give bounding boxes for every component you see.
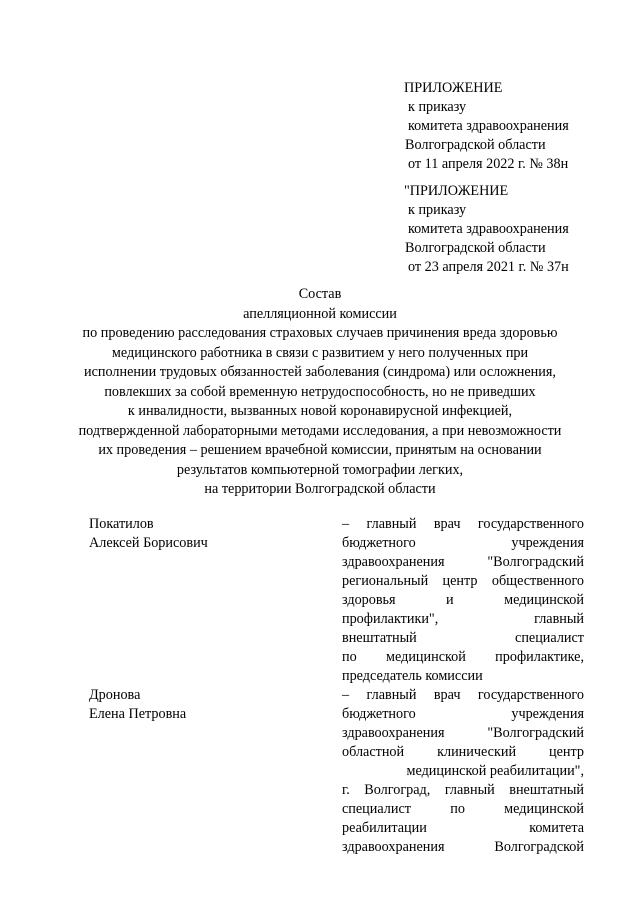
- heading-line: медицинского работника в связи с развитием у него полученных при: [111, 344, 529, 361]
- description-line: – главный врач государственного: [342, 687, 584, 703]
- heading-line: апелляционной комиссии: [243, 305, 397, 322]
- appendix-header-current: [404, 79, 624, 174]
- commission-heading: [60, 285, 580, 500]
- appendix-title: ПРИЛОЖЕНИЕ: [404, 80, 503, 96]
- member-description: [342, 515, 584, 686]
- member-name: [89, 515, 319, 553]
- appendix-header-previous: [404, 182, 624, 277]
- heading-line: результатов компьютерной томографии легких,: [176, 461, 464, 478]
- description-line: региональный центр общественного: [342, 573, 584, 589]
- appendix-date-number: от 11 апреля 2022 г. № 38н: [408, 156, 569, 172]
- description-line: медицинской реабилитации",: [406, 763, 584, 779]
- description-line: г. Волгоград, главный внештатный: [342, 782, 584, 798]
- heading-line: на территории Волгоградской области: [204, 481, 436, 497]
- member-surname: Покатилов: [89, 516, 154, 532]
- appendix-committee: комитета здравоохранения: [408, 118, 569, 134]
- description-line: здравоохранения "Волгоградский: [342, 725, 584, 741]
- description-line: здравоохранения Волгоградской: [342, 839, 584, 855]
- appendix-order-ref: к приказу: [408, 202, 467, 218]
- appendix-region: Волгоградской области: [405, 240, 546, 256]
- description-line: бюджетного учреждения: [342, 535, 584, 551]
- member-given-names: Елена Петровна: [89, 706, 187, 722]
- description-line: реабилитации комитета: [342, 820, 584, 836]
- description-line: бюджетного учреждения: [342, 706, 584, 722]
- member-given-names: Алексей Борисович: [89, 535, 208, 551]
- member-name: [89, 686, 319, 724]
- description-line: здравоохранения "Волгоградский: [342, 554, 584, 570]
- description-line: председатель комиссии: [342, 668, 483, 684]
- heading-line: по проведению расследования страховых случаев причинения вреда здоровью: [82, 325, 558, 341]
- description-line: внештатный специалист: [342, 630, 584, 646]
- description-line: здоровья и медицинской: [342, 592, 584, 608]
- heading-line: к инвалидности, вызванных новой коронавирусной инфекцией,: [127, 403, 513, 419]
- appendix-order-ref: к приказу: [408, 99, 467, 115]
- member-surname: Дронова: [89, 687, 141, 703]
- appendix-region: Волгоградской области: [405, 137, 546, 153]
- description-line: профилактики", главный: [342, 611, 584, 627]
- description-line: по медицинской профилактике,: [342, 649, 584, 665]
- heading-line: подтвержденной лабораторными методами исследования, а при невозможности: [78, 422, 562, 439]
- appendix-title: "ПРИЛОЖЕНИЕ: [404, 183, 509, 199]
- description-line: специалист по медицинской: [342, 801, 584, 817]
- member-description: [342, 686, 584, 857]
- appendix-date-number: от 23 апреля 2021 г. № 37н: [408, 259, 569, 275]
- heading-line: исполнении трудовых обязанностей заболевания (синдрома) или осложнения,: [84, 364, 556, 380]
- heading-line: повлекших за собой временную нетрудоспособность, но не приведших: [104, 383, 536, 400]
- heading-line: Состав: [298, 286, 342, 302]
- appendix-committee: комитета здравоохранения: [408, 221, 569, 237]
- description-line: областной клинический центр: [342, 744, 584, 760]
- heading-line: их проведения – решением врачебной комиссии, принятым на основании: [98, 442, 542, 458]
- description-line: – главный врач государственного: [342, 516, 584, 532]
